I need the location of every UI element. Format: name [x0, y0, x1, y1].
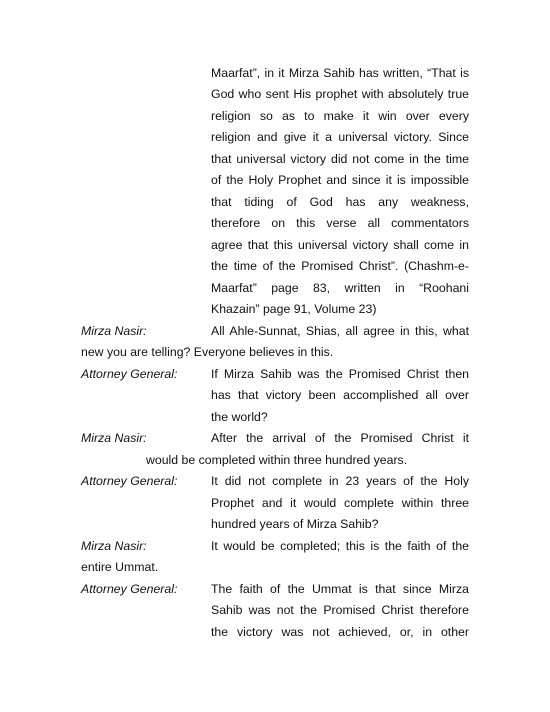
- body-text-line: that tiding of God has any weakness,: [211, 195, 469, 209]
- speaker-label: Mirza Nasir:: [81, 324, 147, 338]
- speaker-label: Attorney General:: [81, 582, 178, 596]
- body-text-line: After the arrival of the Promised Christ it: [211, 431, 469, 445]
- body-text-line: The faith of the Ummat is that since Mirza: [211, 582, 469, 596]
- body-text-line: Prophet and it would complete within three: [211, 496, 469, 510]
- body-text-line: the world?: [211, 410, 268, 424]
- body-text-line: would be completed within three hundred years.: [146, 453, 408, 467]
- speaker-label: Mirza Nasir:: [81, 431, 147, 445]
- body-text-line: agree that this universal victory shall come in: [211, 238, 469, 252]
- body-text-line: that universal victory did not come in the time: [211, 152, 469, 166]
- body-text-line: religion so as to make it win over every: [211, 109, 469, 123]
- body-text-line: God who sent His prophet with absolutely true: [211, 87, 469, 101]
- body-text-line: Maarfat” page 83, written in “Roohani: [211, 281, 469, 295]
- body-text-line: All Ahle-Sunnat, Shias, all agree in this, what: [211, 324, 469, 338]
- body-text-line: It would be completed; this is the faith of the: [211, 539, 469, 553]
- body-text-line: Maarfat”, in it Mirza Sahib has written, “That is: [211, 66, 469, 80]
- speaker-label: Mirza Nasir:: [81, 539, 147, 553]
- speaker-label: Attorney General:: [81, 367, 178, 381]
- body-text-line: new you are telling? Everyone believes in this.: [81, 345, 334, 359]
- body-text-line: has that victory been accomplished all over: [211, 388, 469, 402]
- speaker-label: Attorney General:: [81, 474, 178, 488]
- body-text-line: religion and give it a universal victory. Since: [211, 130, 469, 144]
- body-text-line: of the Holy Prophet and since it is impossible: [211, 173, 469, 187]
- body-text-line: therefore on this verse all commentators: [211, 216, 469, 230]
- body-text-line: It did not complete in 23 years of the Holy: [211, 474, 469, 488]
- body-text-line: If Mirza Sahib was the Promised Christ then: [211, 367, 469, 381]
- body-text-line: Sahib was not the Promised Christ therefore: [211, 603, 469, 617]
- body-text-line: the victory was not achieved, or, in other: [211, 625, 469, 639]
- body-text-line: Khazain” page 91, Volume 23): [211, 302, 377, 316]
- body-text-line: the time of the Promised Christ”. (Chashm-e-: [211, 259, 469, 273]
- body-text-line: entire Ummat.: [81, 560, 159, 574]
- body-text-line: hundred years of Mirza Sahib?: [211, 517, 379, 531]
